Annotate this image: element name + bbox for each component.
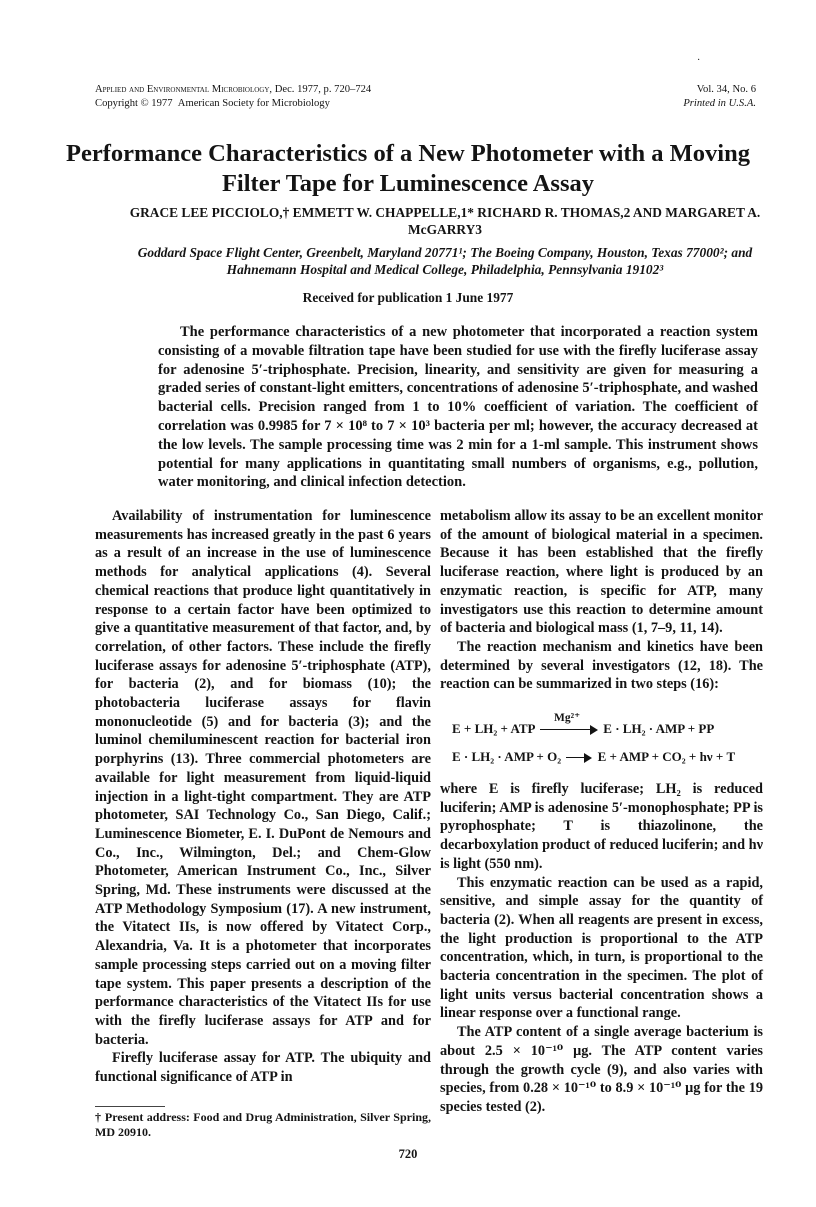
eq2-reactants: E · LH₂ · AMP + O₂: [452, 749, 562, 765]
continued-paragraph: metabolism allow its assay to be an excellent monitor of the amount of biological material in a specimen. Because it has been established that the firefly luciferase reaction, where light is produced by an enzymatic reaction, is specific for ATP, many investigators use this reaction to determine amount of bacteria and biological mass (1, 7–9, 11, 14).: [440, 508, 763, 637]
equation-1: [452, 712, 715, 739]
author-list: GRACE LEE PICCIOLO,† EMMETT W. CHAPPELLE,1* RICHARD R. THOMAS,2 AND MARGARET A. McGARRY3: [129, 205, 761, 237]
footnote: † Present address: Food and Drug Administration, Silver Spring, MD 20910.: [95, 1110, 431, 1139]
running-header-left: [95, 83, 371, 110]
catalyst-label: Mg²⁺: [554, 712, 581, 725]
copyright-society: American Society for Microbiology: [177, 97, 330, 109]
printed-info: Printed in U.S.A.: [683, 97, 756, 109]
left-column: [95, 507, 431, 1087]
right-column: [440, 507, 763, 1117]
assay-paragraph: This enzymatic reaction can be used as a rapid, sensitive, and simple assay for the quantity of bacteria (2). When all reagents are present in excess, the light production is proportional to the ATP concentration, which, in turn, is proportional to the bacteria concentration in the specimen. The plot of light units versus bacterial concentration shows a linear response over a functional range.: [440, 874, 763, 1022]
section-text: The ubiquity and functional significance of ATP in: [95, 1050, 431, 1086]
stray-mark: ·: [697, 55, 701, 66]
reaction-equations: [440, 706, 763, 774]
page-number: 720: [398, 1147, 418, 1161]
issue-info: , Dec. 1977, p. 720–724: [269, 84, 372, 95]
intro-paragraph: Availability of instrumentation for luminescence measurements has increased greatly in the past 6 years as a result of an increase in the use of luminescence methods for analytical applications (4). Several chemical reactions that produce light quantitatively in response to a certain factor have been optimized to give a quantitative measurement of that factor, and, by correlation, of other factors. These include the firefly luciferase assays for adenosine 5′-triphosphate (ATP), for bacteria (2), and for biomass (10); the photobacteria luciferase assays for flavin mononucleotide (5) and for bacteria (3); and the luminol chemiluminescent reaction for bacterial iron porphyrins (13). Three commercial photometers are available for light measurement from liquid-liquid injection in a light-tight compartment. They are ATP photometer, SAI Technology Co., San Diego, Calif.; Luminescence Biometer, E. I. DuPont de Nemours and Co., Inc., Wilmington, Del.; and Chem-Glow Photometer, American Instrument Co., Inc., Silver Spring, Md. These instruments were discussed at the ATP Methodology Symposium (17). A new instrument, the Vitatect IIs, is now offered by Vitatect Corp., Alexandria, Va. It is a photometer that incorporates sample processing steps carried out on a moving filter tape system. This paper presents a description of the performance characteristics of the Vitatect IIs for use with the firefly luciferase assays for ATP and for bacteria.: [95, 508, 431, 1048]
copyright-prefix: Copyright © 1977: [95, 97, 173, 109]
journal-name: Applied and Environmental Microbiology: [95, 84, 270, 95]
equation-2: [452, 748, 735, 767]
reaction-arrow-icon: [566, 753, 592, 763]
atp-content-paragraph: The ATP content of a single average bacterium is about 2.5 × 10⁻¹⁰ μg. The ATP content varies through the growth cycle (9), and also varies with species, from 0.28 × 10⁻¹⁰ to 8.9 × 10⁻¹⁰ μg for the 19 species tested (2).: [440, 1024, 763, 1115]
article-title: Performance Characteristics of a New Photometer with a Moving Filter Tape for Luminescence Assay: [66, 140, 750, 197]
eq2-products: E + AMP + CO₂ + hν + T: [597, 749, 736, 765]
definitions-paragraph: where E is firefly luciferase; LH₂ is reduced luciferin; AMP is adenosine 5′-monophosphate; PP is pyrophosphate; T is thiazolinone, the decarboxylation product of reduced luciferin; and hν is light (550 nm).: [440, 781, 763, 872]
footnote-divider: [95, 1106, 165, 1107]
reaction-arrow-icon: [540, 712, 598, 735]
abstract: The performance characteristics of a new photometer that incorporated a reaction system consisting of a movable filtration tape have been studied for use with the firefly luciferase assay for adenosine 5′-triphosphate. Precision, linearity, and sensitivity are given for measuring a graded series of constant-light emitters, concentrations of adenosine 5′-triphosphate, and washed bacterial cells. Precision ranged from 1 to 10% coefficient of variation. The coefficient of correlation was 0.9985 for 7 × 10⁸ to 7 × 10³ bacteria per ml; however, the accuracy decreased at the low levels. The sample processing time was 2 min for a 1-ml sample. This instrument shows potential for many applications in quantitating small numbers of organisms, e.g., pollution, water monitoring, and clinical infection detection.: [158, 324, 758, 491]
running-header-right: [683, 83, 756, 110]
section-heading: Firefly luciferase assay for ATP.: [112, 1050, 315, 1067]
eq1-reactants: E + LH₂ + ATP: [452, 721, 535, 737]
eq1-products: E · LH₂ · AMP + PP: [603, 721, 715, 737]
section-paragraph: [95, 1049, 431, 1086]
received-date: Received for publication 1 June 1977: [302, 290, 514, 305]
affiliations: Goddard Space Flight Center, Greenbelt, Maryland 20771¹; The Boeing Company, Houston, Texas 77000²; and Hahnemann Hospital and Medical College, Philadelphia, Pennsylvania 19102³: [137, 245, 753, 277]
volume-info: Vol. 34, No. 6: [696, 84, 756, 95]
mechanism-paragraph: The reaction mechanism and kinetics have been determined by several investigators (12, 18). The reaction can be summarized in two steps (16):: [440, 638, 763, 693]
